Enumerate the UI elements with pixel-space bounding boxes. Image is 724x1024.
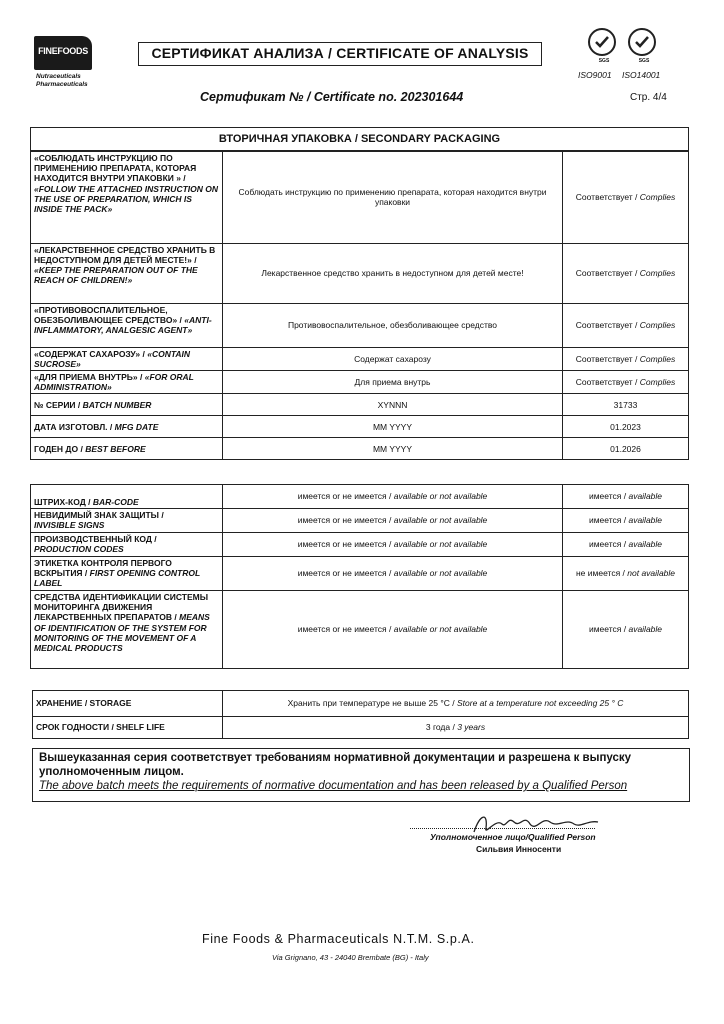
packaging-table xyxy=(30,127,689,460)
table-row xyxy=(31,243,689,303)
row-label: СРЕДСТВА ИДЕНТИФИКАЦИИ СИСТЕМЫ МОНИТОРИНГА ДВИЖЕНИЯ ЛЕКАРСТВЕННЫХ ПРЕПАРАТОВ / MEANS OF IDENTIFICATION OF THE SYSTEM FOR MONITORING OF THE MOVEMENT OF A MEDICAL PRODUCTS xyxy=(31,591,223,669)
row-spec: XYNNN xyxy=(223,394,563,416)
storage-label: ХРАНЕНИЕ / STORAGE xyxy=(33,691,223,717)
table-row xyxy=(31,533,689,557)
row-result: 01.2026 xyxy=(563,438,689,460)
row-label: ПРОИЗВОДСТВЕННЫЙ КОД / PRODUCTION CODES xyxy=(31,533,223,557)
signatory-name: Сильвия Инносенти xyxy=(476,844,562,854)
row-label: ШТРИХ-КОД / BAR-CODE xyxy=(31,485,223,509)
page-number: Стр. 4/4 xyxy=(630,92,667,103)
table-row xyxy=(31,347,689,370)
table-row xyxy=(33,691,689,717)
logo-text: FINEFOODS xyxy=(38,46,88,56)
check-icon xyxy=(630,30,654,54)
row-spec: Содержат сахарозу xyxy=(223,347,563,370)
table-row xyxy=(31,303,689,347)
signatory-role: Уполномоченное лицо/Qualified Person xyxy=(430,832,596,842)
row-label: НЕВИДИМЫЙ ЗНАК ЗАЩИТЫ / INVISIBLE SIGNS xyxy=(31,509,223,533)
row-spec: имеется or не имеется / available or not available xyxy=(223,591,563,669)
row-result: Соответствует / Complies xyxy=(563,151,689,243)
signature-line xyxy=(410,828,595,829)
row-spec: имеется or не имеется / available or not available xyxy=(223,557,563,591)
logo-subtitle xyxy=(36,73,88,89)
row-label: ДАТА ИЗГОТОВЛ. / MFG DATE xyxy=(31,416,223,438)
table-row xyxy=(31,370,689,393)
sgs-label-2: SGS xyxy=(638,58,650,64)
row-label: «ДЛЯ ПРИЕМА ВНУТРЬ» / «FOR ORAL ADMINISTRATION» xyxy=(31,370,223,393)
row-result: Соответствует / Complies xyxy=(563,303,689,347)
table-row xyxy=(31,591,689,669)
row-label: «ЛЕКАРСТВЕННОЕ СРЕДСТВО ХРАНИТЬ В НЕДОСТУПНОМ ДЛЯ ДЕТЕЙ МЕСТЕ!» / «KEEP THE PREPARATION OUT OF THE REACH OF CHILDREN!» xyxy=(31,243,223,303)
row-spec: имеется or не имеется / available or not available xyxy=(223,509,563,533)
footer-company: Fine Foods & Pharmaceuticals N.T.M. S.p.A. xyxy=(202,932,475,946)
row-spec: имеется or не имеется / available or not available xyxy=(223,485,563,509)
sgs-label-1: SGS xyxy=(598,58,610,64)
logo-sub-2: Pharmaceuticals xyxy=(36,81,88,88)
row-label: «ПРОТИВОВОСПАЛИТЕЛЬНОЕ, ОБЕЗБОЛИВАЮЩЕЕ СРЕДСТВО» / «ANTI-INFLAMMATORY, ANALGESIC AGENT» xyxy=(31,303,223,347)
row-spec: Соблюдать инструкцию по применению препарата, которая находится внутри упаковки xyxy=(223,151,563,243)
storage-value: Хранить при температуре не выше 25 °С / Store at a temperature not exceeding 25 ° C xyxy=(223,691,689,717)
row-result: Соответствует / Complies xyxy=(563,370,689,393)
row-spec: Лекарственное средство хранить в недоступном для детей месте! xyxy=(223,243,563,303)
footer-address: Via Grignano, 43 - 24040 Brembate (BG) - Italy xyxy=(272,953,429,962)
row-result: 31733 xyxy=(563,394,689,416)
row-result: Соответствует / Complies xyxy=(563,347,689,370)
row-label: «СОДЕРЖАТ САХАРОЗУ» / «CONTAIN SUCROSE» xyxy=(31,347,223,370)
iso14001-label: ISO14001 xyxy=(622,70,661,80)
table-row xyxy=(31,557,689,591)
table-row xyxy=(31,485,689,509)
company-logo xyxy=(34,36,92,70)
release-statement xyxy=(32,748,690,802)
table-row xyxy=(31,151,689,243)
sgs-iso14001-logo xyxy=(628,28,656,64)
iso9001-label: ISO9001 xyxy=(578,70,612,80)
row-label: «СОБЛЮДАТЬ ИНСТРУКЦИЮ ПО ПРИМЕНЕНИЮ ПРЕПАРАТА, КОТОРАЯ НАХОДИТСЯ ВНУТРИ УПАКОВКИ » / «FOLLOW THE ATTACHED INSTRUCTION ON THE USE OF PREPARATION, WHICH IS INSIDE THE PACK» xyxy=(31,151,223,243)
row-spec: Противовоспалительное, обезболивающее средство xyxy=(223,303,563,347)
row-label: № СЕРИИ / BATCH NUMBER xyxy=(31,394,223,416)
certificate-label: Сертификат № / Certificate no. xyxy=(200,90,398,104)
row-result: имеется / available xyxy=(563,509,689,533)
row-spec: MM YYYY xyxy=(223,416,563,438)
statement-en: The above batch meets the requirements of normative documentation and has been released by a Qualified Person xyxy=(39,780,628,792)
row-spec: MM YYYY xyxy=(223,438,563,460)
check-icon xyxy=(590,30,614,54)
row-spec: Для приема внутрь xyxy=(223,370,563,393)
section-title: ВТОРИЧНАЯ УПАКОВКА / SECONDARY PACKAGING xyxy=(31,128,689,152)
shelf-life-label: СРОК ГОДНОСТИ / SHELF LIFE xyxy=(33,717,223,739)
certificate-number xyxy=(200,90,463,104)
table-row xyxy=(31,438,689,460)
statement-ru: Вышеуказанная серия соответствует требованиям нормативной документации и разрешена к выпуску уполномоченным лицом. xyxy=(39,752,632,778)
row-label: ГОДЕН ДО / BEST BEFORE xyxy=(31,438,223,460)
row-result: 01.2023 xyxy=(563,416,689,438)
storage-table xyxy=(32,690,689,739)
row-result: имеется / available xyxy=(563,485,689,509)
sgs-iso9001-logo xyxy=(588,28,616,64)
table-row xyxy=(31,416,689,438)
marking-table xyxy=(30,484,689,669)
row-label: ЭТИКЕТКА КОНТРОЛЯ ПЕРВОГО ВСКРЫТИЯ / FIRST OPENING CONTROL LABEL xyxy=(31,557,223,591)
row-result: Соответствует / Complies xyxy=(563,243,689,303)
row-spec: имеется or не имеется / available or not available xyxy=(223,533,563,557)
row-result: имеется / available xyxy=(563,591,689,669)
certificate-value: 202301644 xyxy=(400,90,464,104)
document-title: СЕРТИФИКАТ АНАЛИЗА / CERTIFICATE OF ANALYSIS xyxy=(138,42,542,66)
row-result: не имеется / not available xyxy=(563,557,689,591)
logo-sub-1: Nutraceuticals xyxy=(36,73,81,80)
table-row xyxy=(33,717,689,739)
row-result: имеется / available xyxy=(563,533,689,557)
table-row xyxy=(31,394,689,416)
table-row xyxy=(31,509,689,533)
shelf-life-value: 3 года / 3 years xyxy=(223,717,689,739)
